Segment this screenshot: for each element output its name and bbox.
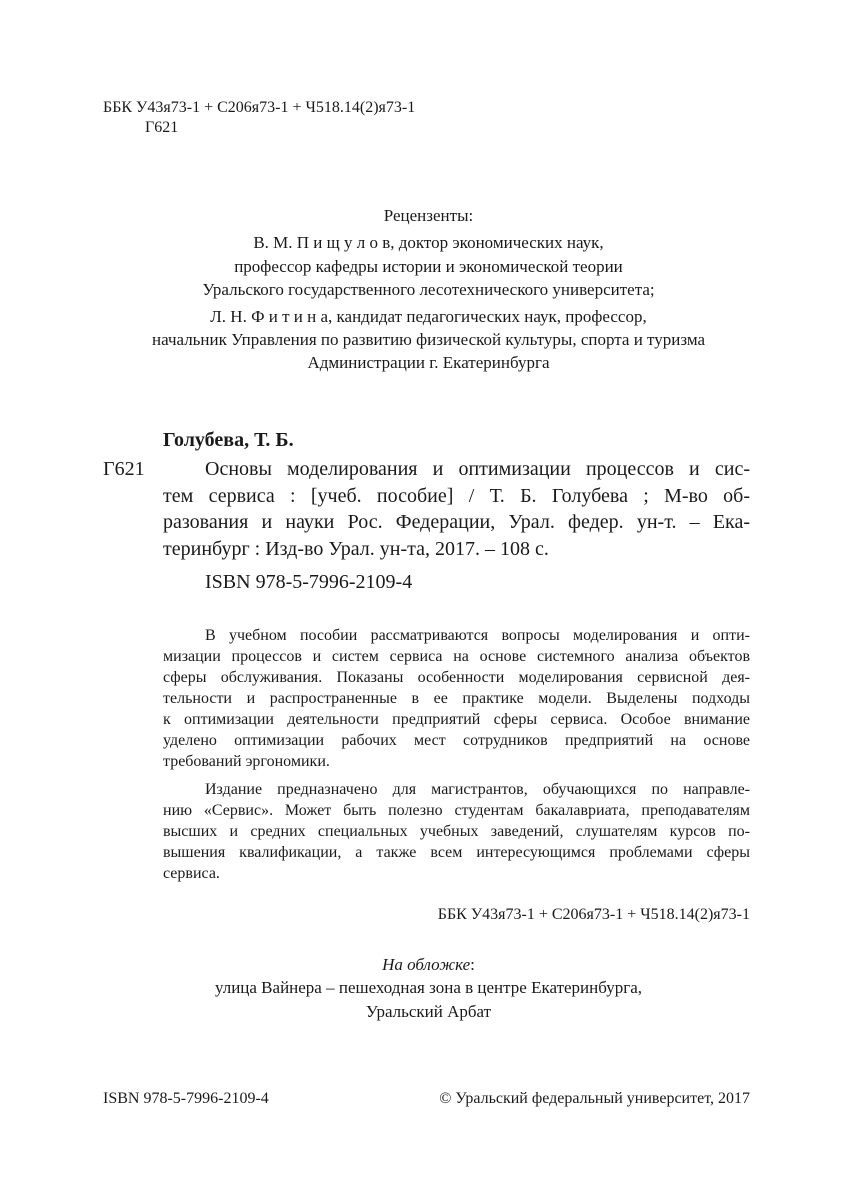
abstract-line: В учебном пособии рассматриваются вопросы моделирования и опти- [205, 627, 750, 644]
reviewers-title: Рецензенты: [383, 206, 474, 225]
abstract-bbk: ББК У43я73-1 + С206я73-1 + Ч518.14(2)я73-1 [437, 906, 750, 923]
cover-colon: : [470, 955, 475, 974]
abstract-line: тельности и распространенные в ее практике модели. Выделены подходы [163, 690, 750, 707]
abstract-line: мизации процессов и систем сервиса на основе системного анализа объектов [163, 648, 750, 665]
abstract-line: Издание предназначено для магистрантов, обучающихся по направле- [205, 781, 750, 798]
abstract-line: нию «Сервис». Может быть полезно студентам бакалавриата, преподавателям [163, 802, 750, 819]
reviewer-line: В. М. П и щ у л о в, доктор экономических наук, [253, 233, 604, 252]
record-author: Голубева, Т. Б. [163, 429, 294, 451]
record-line: разования и науки Рос. Федерации, Урал. федер. ун-т. – Ека- [163, 511, 750, 533]
bbk-index: ББК У43я73-1 + С206я73-1 + Ч518.14(2)я73-1 [103, 99, 416, 116]
abstract-line: сервиса. [163, 865, 220, 882]
abstract-line: сферы обслуживания. Показаны особенности моделирования сервисной дея- [163, 669, 750, 686]
footer-copyright: © Уральский федеральный университет, 2017 [439, 1090, 750, 1107]
reviewer-line: профессор кафедры истории и экономической теории [234, 257, 623, 276]
cover-line: улица Вайнера – пешеходная зона в центре Екатеринбурга, [214, 978, 643, 997]
abstract-line: требований эргономики. [163, 753, 330, 770]
cover-label: На обложке [382, 955, 471, 974]
abstract-line: высших и средних специальных учебных заведений, слушателям курсов по- [163, 823, 750, 840]
record-mark: Г621 [103, 458, 145, 480]
abstract-line: вышения квалификации, а также всем интересующимся проблемами сферы [163, 844, 750, 861]
author-mark: Г621 [145, 119, 179, 136]
reviewer-line: Администрации г. Екатеринбурга [307, 353, 550, 372]
record-line: теринбург : Изд-во Урал. ун-та, 2017. – 108 с. [163, 538, 549, 560]
reviewer-line: начальник Управления по развитию физической культуры, спорта и туризма [151, 330, 706, 349]
record-line: Основы моделирования и оптимизации процессов и сис- [205, 458, 750, 480]
cover-line: Уральский Арбат [365, 1002, 492, 1021]
reviewer-line: Л. Н. Ф и т и н а, кандидат педагогических наук, профессор, [210, 307, 647, 326]
reviewer-line: Уральского государственного лесотехнического университета; [202, 280, 655, 299]
record-isbn: ISBN 978-5-7996-2109-4 [205, 571, 413, 593]
abstract-line: уделено оптимизации рабочих мест сотрудников предприятий на основе [163, 732, 750, 749]
footer-isbn: ISBN 978-5-7996-2109-4 [103, 1090, 269, 1107]
abstract-line: к оптимизации деятельности предприятий сферы сервиса. Особое внимание [163, 711, 750, 728]
record-line: тем сервиса : [учеб. пособие] / Т. Б. Голубева ; М-во об- [163, 485, 750, 507]
cover-heading [0, 956, 857, 973]
